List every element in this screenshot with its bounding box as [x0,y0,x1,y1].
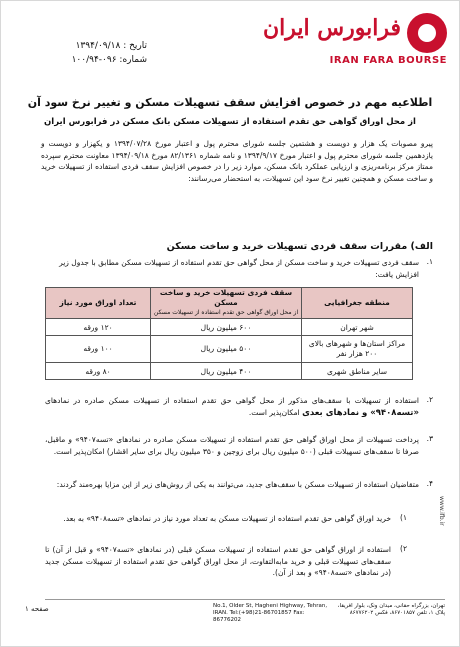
logo-persian-text: فرابورس ایران [262,15,401,41]
letter-date: تاریخ : ۱۳۹۴/۰۹/۱۸ [75,41,147,51]
cell-ceiling: ۶۰۰ میلیون ریال [151,319,302,336]
header-region: منطقه جغرافیایی [302,288,413,319]
cell-region: سایر مناطق شهری [302,363,413,380]
item-number: ۲. [426,395,433,404]
item-2-tail: امکان‌پذیر است. [248,407,303,417]
announcement-title: اطلاعیه مهم در خصوص افزایش سقف تسهیلات مسکن و تغییر نرخ سود آن [27,96,433,109]
subitem-number: ۲) [400,544,407,553]
header-ceiling [151,288,302,319]
subitem-number: ۱) [400,513,407,522]
footer-address-persian: تهران، بزرگراه حقانی، میدان ونک، بلوار افریقا، پلاک ۱، تلفن ۸۶۷۰۱۸۵۷، فکس ۸۶۷۷۶۲۰۲ [337,603,445,616]
cell-region: شهر تهران [302,319,413,336]
table-row [46,319,413,336]
footer-address-english: No.1, Older St, Hagheni Highway, Tehran, IRAN. Tel:(+98)21-86701857 Fax: 86776202 [213,603,328,623]
cell-region: مراکز استان‌ها و شهرهای بالای ۲۰۰ هزار نفر [302,336,413,363]
header-ceiling-subtitle: از محل اوراق گواهی حق تقدم استفاده از تسهیلات مسکن [153,309,299,316]
cell-count: ۱۰۰ ورقه [46,336,151,363]
header-ceiling-title: سقف فردی تسهیلات خرید و ساخت مسکن [159,288,293,307]
table-row [46,363,413,380]
letter-number: شماره: ۰۹۶-۱۰۰/۹۴ [71,55,147,65]
item-2-symbols: «تسه۹۴۰۸» و نمادهای بعدی [302,407,419,418]
website-url: www.ifb.ir [438,496,445,526]
logo-english-text: IRAN FARA BOURSE [329,55,447,66]
intro-paragraph: پیرو مصوبات یک هزار و دویست و هشتمین جلسه شورای محترم پول و اعتبار مورخ ۱۳۹۴/۰۷/۲۸ و یکهزار و دویست و یازدهمین جلسه شورای محترم پول و اعتبار مورخ ۱۳۹۴/۹/۱۷ و نامه شماره ۸۲/۱۳۶۱ مورخ ۱۳۹۴/۰۹/۱۸ معاونت محترم سپرده ممتاز مرکز برنامه‌ریزی و ارزیابی عملکرد بانک مسکن، موارد زیر را در خصوص افزایش سقف فردی استفاده از تسهیلات خرید و ساخت مسکن و همچنین تغییر نرخ سود این تسهیلات، به استحضار می‌رسانند: [41,139,434,183]
header-count: تعداد اوراق مورد نیاز [46,288,151,319]
fara-bourse-emblem-icon [407,13,447,53]
subitem-2-text: استفاده از اوراق گواهی حق تقدم استفاده از تسهیلات مسکن قبلی (در نمادهای «تسه۹۴۰۷» و قبل از آن) تا سقف‌های تسهیلات قبلی و خرید مابه‌التفاوت، از محل اوراق گواهی حق تقدم استفاده از تسهیلات مسکن جدید (در نمادهای «تسه۹۴۰۸» و بعد از آن). [45,545,391,577]
cell-count: ۸۰ ورقه [46,363,151,380]
item-2-body: استفاده از تسهیلات با سقف‌های مذکور از محل گواهی حق تقدم استفاده از تسهیلات مسکن صادره در نمادهای [45,396,419,405]
item-2-text [45,395,419,419]
page-number: صفحه ۱ [25,605,49,613]
cell-ceiling: ۴۰۰ میلیون ریال [151,363,302,380]
housing-loan-ceiling-table [45,287,413,380]
item-4-text: متقاضیان استفاده از تسهیلات مسکن با سقف‌های جدید، می‌توانند به یکی از روش‌های زیر از این مزایا بهره‌مند گردند: [56,480,419,489]
item-number: ۱. [426,257,433,266]
table-header-row [46,288,413,319]
fara-bourse-logo [247,9,447,69]
item-1-text: سقف فردی تسهیلات خرید و ساخت مسکن از محل گواهی حق تقدم استفاده از تسهیلات مسکن مطابق با جدول زیر افزایش یافت: [59,258,419,279]
subitem-1-text: خرید اوراق گواهی حق تقدم استفاده از تسهیلات مسکن به تعداد مورد نیاز در نمادهای «تسه۹۴۰۸» به بعد. [63,514,391,523]
footer-divider [45,599,445,600]
item-3-text: پرداخت تسهیلات از محل اوراق گواهی حق تقدم استفاده از تسهیلات مسکن صادره در نمادهای «تسه۹۴۰۷» و ماقبل، صرفا تا سقف‌های تسهیلات قبلی (۵۰۰ میلیون ریال برای زوجین و ۳۵۰ میلیون ریال برای سایر اقشار) امکان‌پذیر است. [45,435,420,456]
item-number: ۳. [426,434,433,443]
announcement-subtitle: از محل اوراق گواهی حق تقدم استفاده از تسهیلات مسکن بانک مسکن در فرابورس ایران [44,117,416,127]
cell-count: ۱۲۰ ورقه [46,319,151,336]
letter-meta [27,39,147,67]
section-a-heading: الف) مقررات سقف فردی تسهیلات خرید و ساخت مسکن [166,241,433,252]
table-row [46,336,413,363]
cell-ceiling: ۵۰۰ میلیون ریال [151,336,302,363]
item-number: ۴. [426,479,433,488]
